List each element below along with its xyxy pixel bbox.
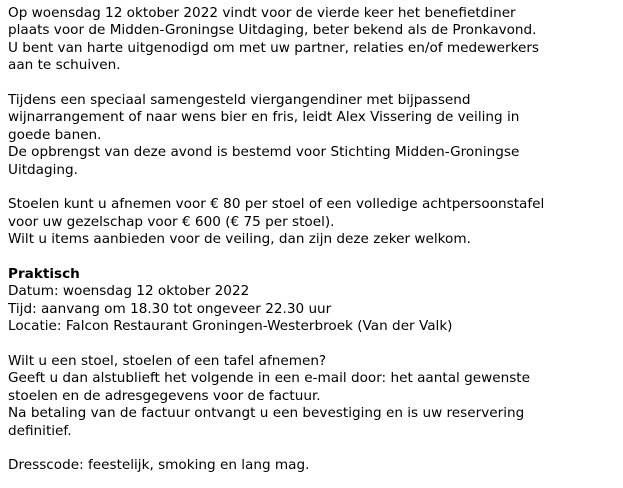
- dresscode-line: Dresscode: feestelijk, smoking en lang mag.: [8, 457, 310, 474]
- reservation-line: Wilt u een stoel, stoelen of een tafel afnemen?: [8, 353, 327, 370]
- dinner-line: Uitdaging.: [8, 161, 78, 178]
- intro-paragraph: [8, 5, 618, 75]
- reservation-paragraph: [8, 353, 618, 440]
- dinner-line: goede banen.: [8, 126, 102, 143]
- intro-line: aan te schuiven.: [8, 57, 121, 74]
- seats-line: Stoelen kunt u afnemen voor € 80 per stoel of een volledige achtpersoonstafel: [8, 196, 545, 213]
- dinner-paragraph: [8, 92, 618, 179]
- intro-line: Op woensdag 12 oktober 2022 vindt voor de vierde keer het benefietdiner: [8, 5, 516, 21]
- seats-paragraph: [8, 196, 618, 248]
- practical-location: Locatie: Falcon Restaurant Groningen-Westerbroek (Van der Valk): [8, 318, 453, 335]
- dresscode-paragraph: [8, 457, 618, 474]
- reservation-line: stoelen en de adresgegevens voor de factuur.: [8, 387, 321, 404]
- intro-line: plaats voor de Midden-Groningse Uitdaging, beter bekend als de Pronkavond.: [8, 22, 537, 39]
- practical-time: Tijd: aanvang om 18.30 tot ongeveer 22.30 uur: [8, 300, 332, 317]
- intro-line: U bent van harte uitgenodigd om met uw partner, relaties en/of medewerkers: [8, 39, 540, 56]
- practical-heading: Praktisch: [8, 266, 80, 283]
- seats-line: voor uw gezelschap voor € 600 (€ 75 per stoel).: [8, 213, 335, 230]
- practical-date: Datum: woensdag 12 oktober 2022: [8, 283, 250, 300]
- dinner-line: De opbrengst van deze avond is bestemd voor Stichting Midden-Groningse: [8, 144, 520, 161]
- invitation-document: [8, 5, 618, 475]
- practical-section: [8, 266, 618, 336]
- dinner-line: Tijdens een speciaal samengesteld viergangendiner met bijpassend: [8, 92, 471, 109]
- reservation-line: Na betaling van de factuur ontvangt u een bevestiging en is uw reservering: [8, 405, 525, 422]
- seats-line: Wilt u items aanbieden voor de veiling, dan zijn deze zeker welkom.: [8, 231, 471, 248]
- reservation-line: definitief.: [8, 422, 72, 439]
- dinner-line: wijnarrangement of naar wens bier en fris, leidt Alex Vissering de veiling in: [8, 109, 520, 126]
- reservation-line: Geeft u dan alstublieft het volgende in een e-mail door: het aantal gewenste: [8, 370, 530, 387]
